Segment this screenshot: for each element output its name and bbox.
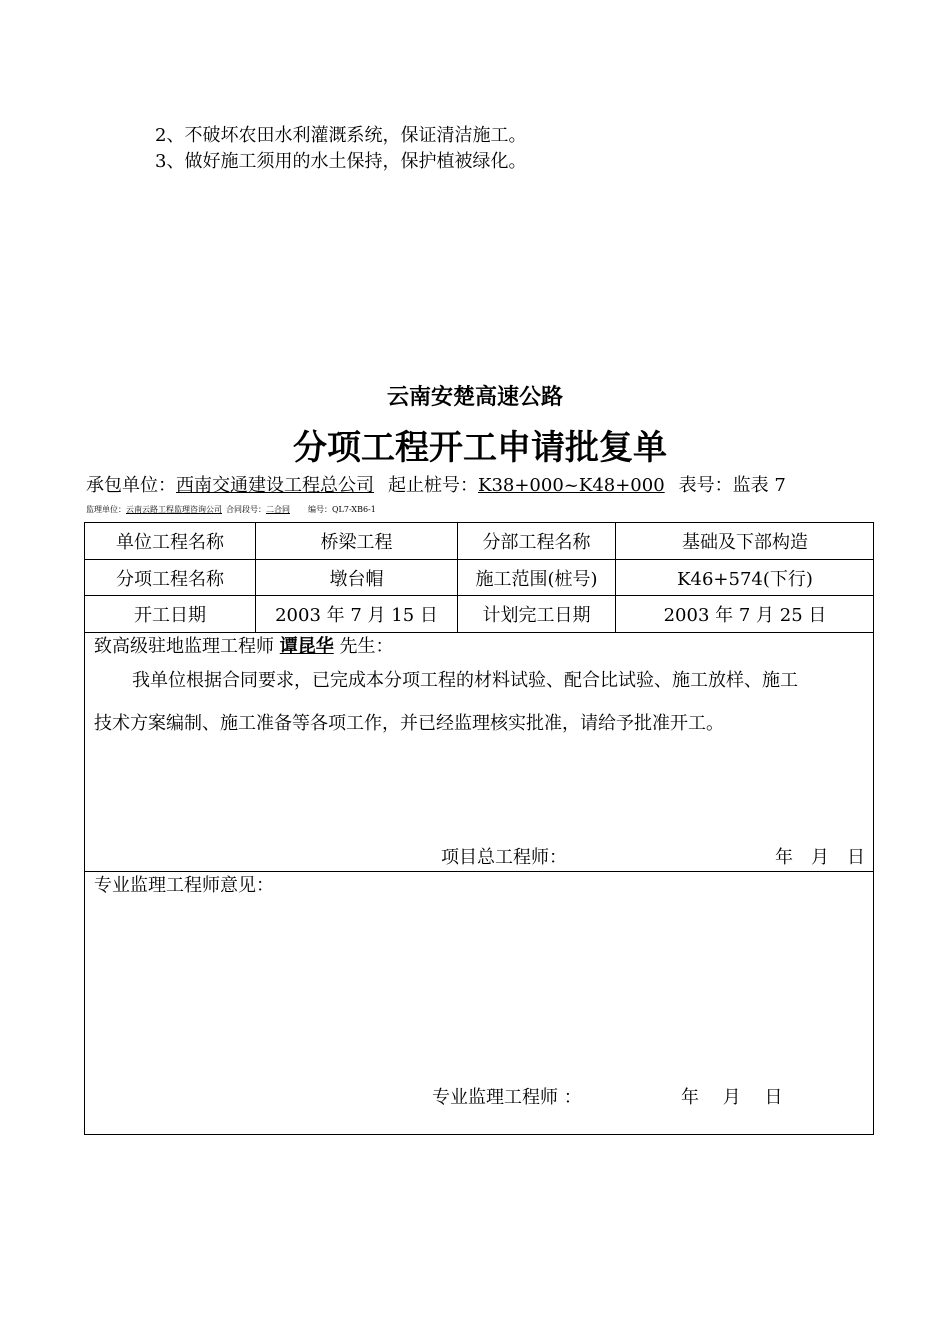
contract-info-row — [86, 474, 786, 498]
form-code: 编号：QL7-XB6-1 — [308, 505, 376, 514]
salutation — [94, 635, 393, 659]
application-body-line2: 技术方案编制、施工准备等各项工作，并已经监理核实批准，请给予批准开工。 — [94, 713, 724, 734]
opinion-label: 专业监理工程师意见： — [94, 875, 274, 896]
table-cell: 单位工程名称 — [85, 523, 256, 560]
project-title: 云南安楚高速公路 — [386, 385, 563, 410]
contract-label: 合同段号： — [226, 505, 266, 514]
table-cell: 基础及下部构造 — [616, 523, 874, 560]
chief-engineer-sign-label: 项目总工程师： — [441, 847, 567, 868]
supervisor-value: 云南云路工程监理咨询公司 — [126, 505, 222, 514]
application-date: 年 月 日 — [775, 847, 865, 868]
list-item-2: 2、不破坏农田水利灌溉系统，保证清洁施工。 — [155, 125, 527, 146]
application-body-line1: 我单位根据合同要求，已完成本分项工程的材料试验、配合比试验、施工放样、施工 — [132, 670, 798, 691]
contractor-label: 承包单位： — [86, 475, 176, 496]
table-cell: 桥梁工程 — [256, 523, 458, 560]
table-cell: 施工范围(桩号) — [458, 560, 616, 596]
form-title: 分项工程开工申请批复单 — [293, 428, 667, 468]
opinion-date: 年 月 日 — [681, 1087, 783, 1108]
supervisor-sign-label: 专业监理工程师 ： — [432, 1087, 582, 1108]
form-number: 表号：监表 7 — [678, 475, 786, 496]
salutation-suffix: 先生： — [339, 636, 394, 657]
supervisor-label: 监理单位： — [86, 505, 126, 514]
table-cell: 墩台帽 — [256, 560, 458, 596]
list-item-3: 3、做好施工须用的水土保持，保护植被绿化。 — [155, 151, 527, 172]
supervisor-info-row — [86, 505, 376, 515]
table-cell: 分部工程名称 — [458, 523, 616, 560]
application-form — [84, 522, 874, 1135]
contractor-value: 西南交通建设工程总公司 — [176, 475, 374, 496]
stake-label: 起止桩号： — [388, 475, 478, 496]
table-cell: 开工日期 — [85, 596, 256, 633]
stake-value: K38+000~K48+000 — [478, 475, 665, 496]
table-cell: 2003 年 7 月 15 日 — [256, 596, 458, 633]
table-cell: 计划完工日期 — [458, 596, 616, 633]
application-section — [85, 633, 873, 872]
table-cell: 2003 年 7 月 25 日 — [616, 596, 874, 633]
contract-value: 二合同 — [266, 505, 290, 514]
salutation-prefix: 致高级驻地监理工程师 — [94, 636, 274, 657]
table-cell: K46+574(下行) — [616, 560, 874, 596]
table-cell: 分项工程名称 — [85, 560, 256, 596]
engineer-name: 谭昆华 — [279, 636, 334, 657]
